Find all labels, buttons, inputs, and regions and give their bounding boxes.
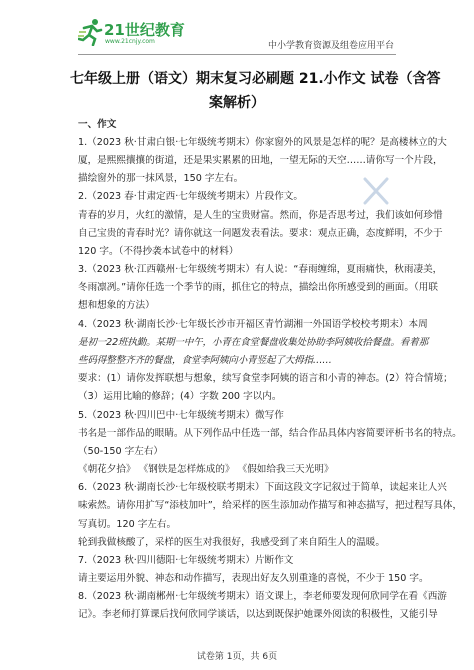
section-heading: 一、作文: [78, 119, 117, 130]
logo-text: 21世纪教育: [104, 21, 185, 39]
body-line: 120 字。（不得抄袭本试卷中的材料）: [78, 246, 239, 257]
body-line: （3）运用比喻的修辞；(4）字数 200 字以内。: [78, 391, 282, 402]
body-line: 要求：(1）请你发挥联想与想象，续写食堂李阿姨的语言和小青的神态。(2）符合情境；: [78, 373, 453, 384]
body-line: 6.（2023 秋·湖南长沙·七年级校联考期末）下面这段文字记叙过于简单，读起来让人兴: [78, 482, 447, 493]
body-line: 想和想象的方法）: [78, 300, 155, 311]
body-line: 记》。李老师打算课后找何欣同学谈话，以达到既保护她课外阅读的积极性，又能引导: [78, 609, 438, 620]
header-platform-name: 中小学教育资源及组卷应用平台: [268, 41, 395, 51]
body-line: （50-150 字左右）: [78, 446, 163, 457]
body-line: 8.（2023 秋·湖南郴州·七年级统考期末）语文课上，李老师要发现何欣同学在看《西游: [78, 591, 447, 602]
body-line: 书名是一部作品的眼睛。从下列作品中任选一部，结合作品具体内容简要评析书名的特点。: [78, 428, 462, 439]
body-line: 是初一22班执勤。某期一中午，小青在食堂餐盘收集处协助李阿姨收拾餐盘。看着那: [78, 337, 428, 348]
body-line: 些码得整整齐齐的餐盘，食堂李阿姨向小青竖起了大拇指……: [78, 355, 332, 366]
body-line: 味索然。请你用扩写“添枝加叶”，给采样的医生添加动作描写和神态描写，把过程写具体，: [78, 500, 463, 511]
header-divider: [78, 54, 396, 55]
page-footer: 试卷第 1页，共 6页: [196, 652, 278, 662]
logo-url: www.21cnjy.com: [105, 38, 155, 45]
body-line: 2.（2023 春·甘肃定西·七年级统考期末）片段作文。: [78, 191, 303, 202]
watermark-cross-icon: [362, 176, 390, 206]
body-line: 厦，是熙熙攘攘的街道，还是果实累累的田地，一望无际的天空……请你写一个片段，: [78, 155, 443, 166]
body-line: 1.（2023 秋·甘肃白银·七年级统考期末）你家窗外的风景是怎样的呢？是高楼林立的大: [78, 137, 447, 148]
logo: [78, 16, 198, 50]
body-line: 4.（2023 秋·湖南长沙·七年级长沙市开福区青竹湖湘一外国语学校校考期末）本周: [78, 319, 428, 330]
body-line: 青春的岁月，火红的激情，是人生的宝贵财富。然而，你是否思考过，我们该如何珍惜: [78, 210, 443, 221]
runner-logo-icon: [78, 18, 104, 46]
body-line: 冬雨凛冽。”请你任选一个季节的雨，抓住它的特点，描绘出你所感受到的画面。（用联: [78, 282, 438, 293]
document-title-line2: 案解析）: [209, 95, 265, 111]
book-list: 《朝花夕拾》 《钢铁是怎样炼成的》 《假如给我三天光明》: [78, 464, 334, 475]
body-line: 7.（2023 秋·四川德阳·七年级统考期末）片断作文: [78, 555, 294, 566]
body-line: 自己宝贵的青春时光？请你就这一问题发表看法。要求：观点正确，态度鲜明，不少于: [78, 228, 443, 239]
document-title-line1: 七年级上册（语文）期末复习必刷题 21.小作文 试卷（含答: [70, 71, 441, 87]
body-line: 5.（2023 秋·四川巴中·七年级统考期末）微写作: [78, 410, 284, 421]
body-line: 描绘窗外的那一抹风景，150 字左右。: [78, 173, 244, 184]
body-line: 写真切。120 字左右。: [78, 519, 177, 530]
body-line: 轮到我做核酸了，采样的医生对我很好，我感受到了来自陌生人的温暖。: [78, 537, 385, 548]
body-line: 3.（2023 秋·江西赣州·七年级统考期末）有人说：“春雨缠绵，夏雨痛快，秋雨凄美，: [78, 264, 443, 275]
body-line: 请主要运用外貌、神态和动作描写，表现出好友久别重逢的喜悦，不少于 150 字。: [78, 573, 429, 584]
page-header: [0, 0, 474, 60]
